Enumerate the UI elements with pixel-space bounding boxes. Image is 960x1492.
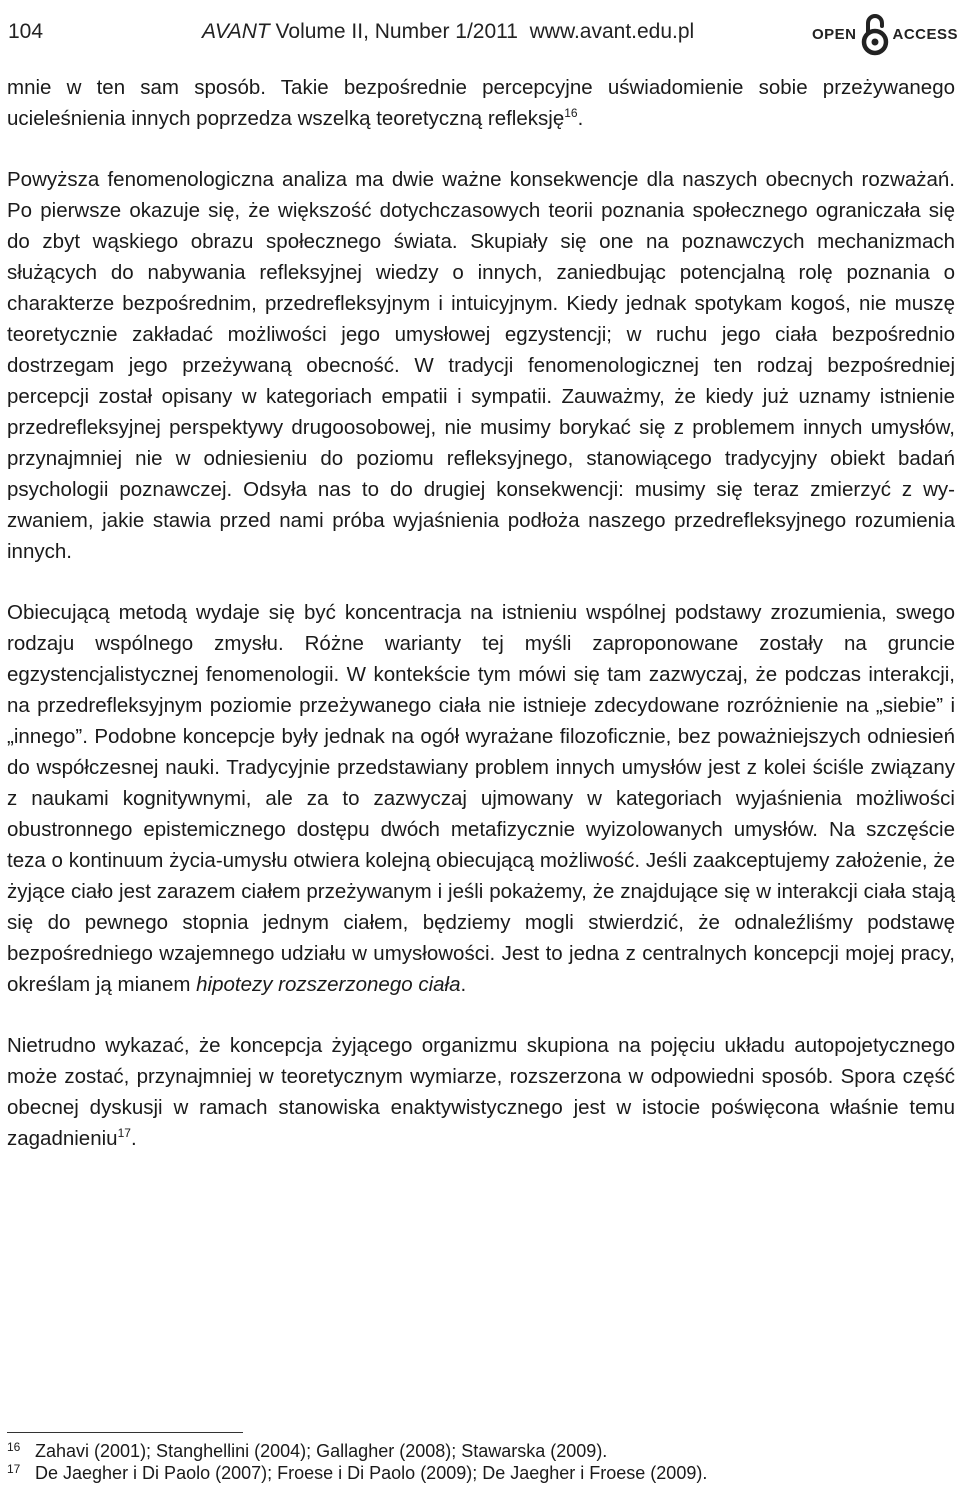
footnote-separator [7,1432,243,1433]
page-number: 104 [8,20,44,43]
open-access-logo [812,12,958,56]
paragraph-text: mnie w ten sam sposób. Takie bezpośrednie percepcyjne uświadomienie sobie przeżywanego ucieleśnienia innych poprzedza wszelką teoretyczną refleksję [7,76,955,130]
footnote-ref: 17 [117,1126,131,1141]
footnote [7,1462,955,1484]
page-header [0,0,960,64]
footnotes [7,1432,955,1484]
paragraph-text: . [577,107,584,130]
journal-name: AVANT [202,20,270,43]
article-body [7,70,955,1154]
footnote-ref: 16 [564,106,578,121]
footnote-number: 17 [7,1462,21,1476]
footnote-number: 16 [7,1440,21,1454]
journal-info [202,20,694,44]
footnote-text: Zahavi (2001); Stanghellini (2004); Gallagher (2008); Stawarska (2009). [35,1441,608,1461]
open-access-logo-access: ACCESS [892,25,958,43]
paragraph [7,72,955,134]
open-access-lock-icon [859,12,891,56]
paragraph-text: Nietrudno wykazać, że koncepcja żyjącego organizmu skupiona na pojęciu układu autopojetycznego może zostać, przynajmniej w teoretycznym wymiarze, rozszerzona w odpowiedni sposób. Spora część obecnej dyskusji w ramach stanowiska enaktywistycznego jest w istocie poświęcona właśnie temu zagadnieniu [7,1034,955,1150]
footnote-text: De Jaegher i Di Paolo (2007); Froese i Di Paolo (2009); De Jaegher i Froese (2009). [35,1463,708,1483]
paragraph-text: Obiecującą metodą wydaje się być koncentracja na istnieniu wspólnej podstawy zrozumienia, swego rodzaju wspólnego zmysłu. Różne warianty tej myśli zaproponowane zostały na gruncie egzystencjalistycznej fenomenologii. W kontekście tym mówi się tam zazwyczaj, że podczas interakcji, na przedrefleksyjnym poziomie przeżywanego ciała nie istnieje zdecydowane rozróżnienie na „siebie” i „innego”. Podobne koncepcje były jednak na ogół wyrażane filozoficznie, bez poważniejszych odniesień do współczesnej nauki. Tradycyjnie przedstawiany problem innych umysłów jest z kolei ściśle związany z naukami kognitywnymi, ale za to zazwyczaj ujmowany w kategoriach wyjaśnienia możliwości obustronnego epistemicznego dostępu dwóch metafizycznie wyizolowanych umysłów. Na szczęście teza o kontinuum życia-umysłu otwiera kolejną obiecującą możliwość. Jeśli zaakceptujemy założenie, że żyjące ciało jest zarazem ciałem przeżywanym i jeśli pokażemy, że znajdujące się w interakcji ciała stają się do pewnego stopnia jednym ciałem, będziemy mogli stwierdzić, że odnaleźliśmy podstawę bezpośredniego wzajemnego udziału w umysłowości. Jest to jedna z centralnych koncepcji mojej pracy, określam ją mianem [7,601,955,996]
paragraph [7,164,955,567]
paragraph [7,597,955,1000]
paragraph [7,1030,955,1154]
italic-text: hipotezy rozszerzonego ciała [196,973,461,996]
paragraph-text: . [460,973,467,996]
footnote [7,1440,955,1462]
journal-volume-url: Volume II, Number 1/2011 www.avant.edu.pl [269,20,695,43]
paragraph-text: . [130,1127,137,1150]
open-access-logo-open: OPEN [812,25,857,43]
paragraph-text: Powyższa fenomenologiczna analiza ma dwie ważne konsekwencje dla naszych obecnych rozważań. Po pierwsze okazuje się, że większość dotychczasowych teorii poznania społecznego ograniczała się do zbyt wąskiego obrazu społecznego świata. Skupiały się one na poznawczych mechanizmach służących do nabywania refleksyjnej wiedzy o innych, zaniedbując potencjalną rolę poznania o charakterze bezpośrednim, przedrefleksyjnym i intuicyjnym. Kiedy jednak spotykam kogoś, nie muszę teoretycznie zakładać możliwości jego umysłowej egzystencji; w ruchu jego ciała bezpośrednio dostrzegam jego przeżywaną obecność. W tradycji fenomenologicznej ten rodzaj bezpośredniej percepcji został opisany w kategoriach empatii i sympatii. Zauważmy, że kiedy już uznamy istnienie przedrefleksyjnej perspektywy drugoosobowej, nie musimy borykać się z problemem innych umysłów, przynajmniej nie w odniesieniu do poziomu refleksyjnego, stanowiącego tradycyjny obiekt badań psychologii poznawczej. Odsyła nas to do drugiej konsekwencji: musimy się teraz zmierzyć z wyzwaniem, jakie stawia przed nami próba wyjaśnienia podłoża naszego przedrefleksyjnego rozumienia innych. [7,168,955,563]
